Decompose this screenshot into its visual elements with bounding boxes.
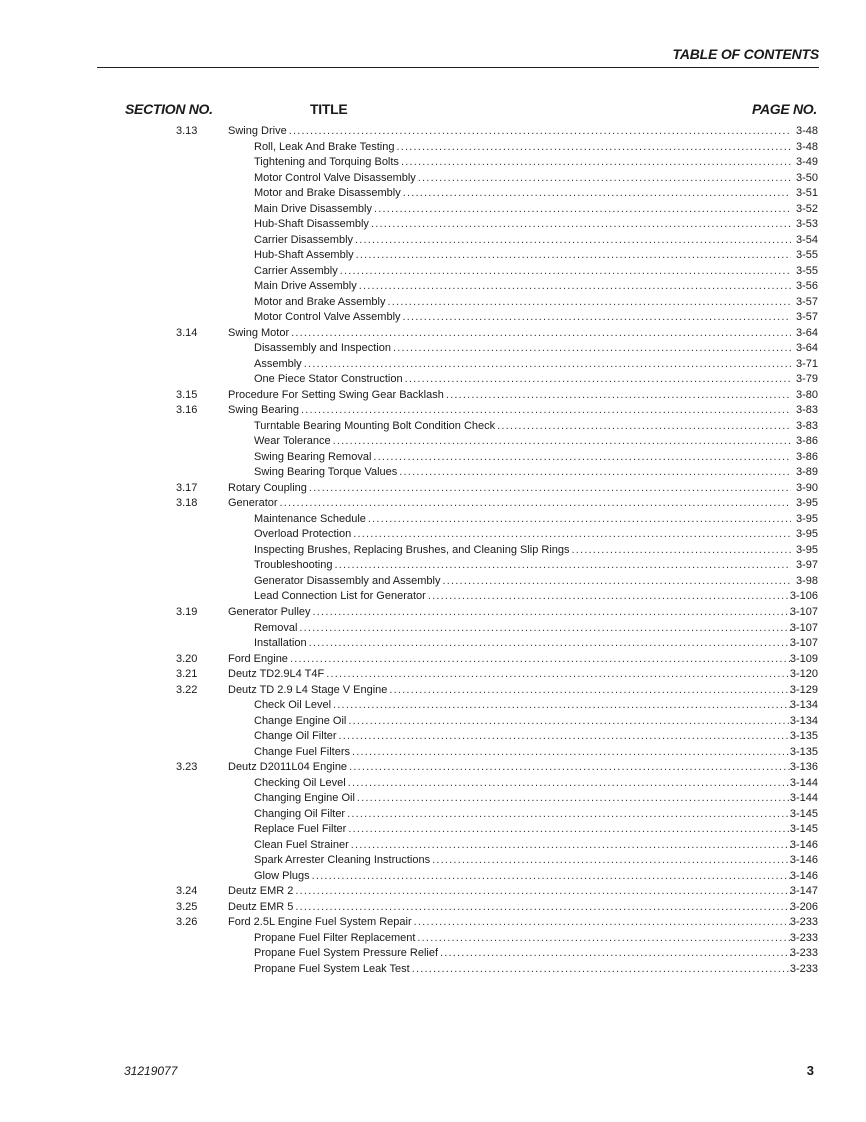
toc-entry	[254, 621, 794, 637]
toc-row[interactable]	[0, 962, 866, 978]
dot-leader	[440, 946, 791, 962]
toc-entry	[228, 884, 794, 900]
toc-row[interactable]	[0, 807, 866, 823]
toc-page-number: 3-83	[795, 404, 818, 417]
toc-page-number: 3-146	[789, 854, 818, 867]
toc-row[interactable]	[0, 760, 866, 776]
toc-title: Maintenance Schedule	[254, 512, 366, 525]
toc-entry	[254, 341, 794, 357]
toc-row[interactable]	[0, 745, 866, 761]
toc-title: Propane Fuel Filter Replacement	[254, 931, 416, 944]
toc-row[interactable]	[0, 931, 866, 947]
toc-row[interactable]	[0, 186, 866, 202]
toc-page-number: 3-64	[795, 342, 818, 355]
toc-page-number: 3-56	[795, 280, 818, 293]
toc-entry	[228, 496, 794, 512]
toc-title: Generator Pulley	[228, 605, 311, 618]
toc-row[interactable]	[0, 527, 866, 543]
toc-entry	[254, 558, 794, 574]
dot-leader	[301, 403, 791, 419]
toc-row[interactable]	[0, 574, 866, 590]
dot-leader	[418, 171, 791, 187]
toc-entry	[254, 729, 794, 745]
toc-entry	[254, 248, 794, 264]
toc-title: Checking Oil Level	[254, 776, 346, 789]
dot-leader	[428, 589, 791, 605]
toc-page-number: 3-146	[789, 869, 818, 882]
toc-row[interactable]	[0, 869, 866, 885]
toc-entry	[254, 791, 794, 807]
toc-row[interactable]	[0, 279, 866, 295]
toc-entry	[228, 326, 794, 342]
toc-page-number: 3-144	[789, 792, 818, 805]
toc-title: Main Drive Disassembly	[254, 202, 372, 215]
dot-leader	[572, 543, 791, 559]
toc-page-number: 3-95	[795, 497, 818, 510]
toc-row[interactable]	[0, 372, 866, 388]
toc-entry	[228, 760, 794, 776]
dot-leader	[497, 419, 791, 435]
footer-doc-number: 31219077	[124, 1064, 178, 1078]
dot-leader	[368, 512, 791, 528]
toc-title: Propane Fuel System Pressure Relief	[254, 947, 439, 960]
toc-title: Hub-Shaft Assembly	[254, 249, 354, 262]
toc-row[interactable]	[0, 388, 866, 404]
toc-page-number: 3-71	[795, 357, 818, 370]
toc-page-number: 3-49	[795, 156, 818, 169]
toc-title: Disassembly and Inspection	[254, 342, 391, 355]
dot-leader	[399, 465, 791, 481]
toc-entry	[228, 900, 794, 916]
header-title: TABLE OF CONTENTS	[672, 46, 819, 62]
toc-title: Clean Fuel Strainer	[254, 838, 349, 851]
dot-leader	[291, 326, 791, 342]
toc-row[interactable]	[0, 434, 866, 450]
toc-row[interactable]	[0, 450, 866, 466]
toc-row[interactable]	[0, 481, 866, 497]
toc-row[interactable]	[0, 838, 866, 854]
toc-section-number: 3.26	[176, 916, 198, 929]
dot-leader	[290, 652, 791, 668]
toc-title: Changing Oil Filter	[254, 807, 346, 820]
dot-leader	[348, 714, 791, 730]
toc-entry	[254, 357, 794, 373]
toc-title: Main Drive Assembly	[254, 280, 357, 293]
toc-row[interactable]	[0, 652, 866, 668]
toc-title: Spark Arrester Cleaning Instructions	[254, 854, 431, 867]
toc-row[interactable]	[0, 155, 866, 171]
toc-page-number: 3-52	[795, 202, 818, 215]
toc-row[interactable]	[0, 233, 866, 249]
toc-title: Wear Tolerance	[254, 435, 331, 448]
toc-row[interactable]	[0, 543, 866, 559]
toc-page-number: 3-48	[795, 140, 818, 153]
toc-page-number: 3-233	[789, 931, 818, 944]
toc-page-number: 3-144	[789, 776, 818, 789]
toc-page-number: 3-145	[789, 823, 818, 836]
dot-leader	[348, 776, 791, 792]
toc-page-number: 3-134	[789, 699, 818, 712]
dot-leader	[349, 760, 791, 776]
toc-title: Swing Motor	[228, 326, 290, 339]
dot-leader	[333, 698, 791, 714]
toc-entry	[228, 388, 794, 404]
toc-page-number: 3-145	[789, 807, 818, 820]
toc-entry	[228, 915, 794, 931]
toc-section-number: 3.24	[176, 885, 198, 898]
toc-title: Change Fuel Filters	[254, 745, 350, 758]
toc-entry	[254, 186, 794, 202]
dot-leader	[351, 838, 791, 854]
dot-leader	[356, 248, 791, 264]
toc-section-number: 3.25	[176, 900, 198, 913]
toc-page-number: 3-80	[795, 388, 818, 401]
toc-title: Replace Fuel Filter	[254, 823, 347, 836]
dot-leader	[432, 853, 791, 869]
dot-leader	[295, 884, 791, 900]
toc-row[interactable]	[0, 496, 866, 512]
toc-page-number: 3-57	[795, 311, 818, 324]
toc-entry	[228, 683, 794, 699]
toc-row[interactable]	[0, 403, 866, 419]
toc-entry	[254, 543, 794, 559]
toc-title: Ford Engine	[228, 652, 288, 665]
toc-row[interactable]	[0, 357, 866, 373]
toc-page-number: 3-97	[795, 559, 818, 572]
toc-title: Deutz TD 2.9 L4 Stage V Engine	[228, 683, 388, 696]
toc-section-number: 3.21	[176, 668, 198, 681]
toc-title: Tightening and Torquing Bolts	[254, 156, 399, 169]
toc-row[interactable]	[0, 621, 866, 637]
toc-title: Lead Connection List for Generator	[254, 590, 426, 603]
toc-entry	[254, 310, 794, 326]
dot-leader	[357, 791, 791, 807]
toc-page-number: 3-51	[795, 187, 818, 200]
dot-leader	[333, 434, 791, 450]
toc-title: Procedure For Setting Swing Gear Backlash	[228, 388, 444, 401]
toc-title: Generator Disassembly and Assembly	[254, 574, 441, 587]
toc-row[interactable]	[0, 791, 866, 807]
dot-leader	[348, 822, 791, 838]
toc-row[interactable]	[0, 202, 866, 218]
toc-title: Carrier Assembly	[254, 264, 338, 277]
toc-page-number: 3-120	[789, 668, 818, 681]
toc-entry	[254, 838, 794, 854]
toc-row[interactable]	[0, 326, 866, 342]
toc-entry	[254, 574, 794, 590]
toc-page-number: 3-134	[789, 714, 818, 727]
toc-title: Inspecting Brushes, Replacing Brushes, and Cleaning Slip Rings	[254, 543, 570, 556]
toc-page-number: 3-95	[795, 543, 818, 556]
toc-section-number: 3.15	[176, 388, 198, 401]
dot-leader	[352, 745, 791, 761]
dot-leader	[313, 605, 791, 621]
dot-leader	[403, 310, 791, 326]
toc-page-number: 3-48	[795, 125, 818, 137]
toc-title: Ford 2.5L Engine Fuel System Repair	[228, 916, 412, 929]
header-divider	[97, 67, 819, 68]
toc-title: Motor and Brake Assembly	[254, 295, 386, 308]
toc-row[interactable]	[0, 124, 866, 140]
toc-page-number: 3-98	[795, 574, 818, 587]
dot-leader	[280, 496, 791, 512]
toc-title: Roll, Leak And Brake Testing	[254, 140, 395, 153]
toc-row[interactable]	[0, 698, 866, 714]
toc-list	[0, 124, 866, 977]
dot-leader	[412, 962, 791, 978]
toc-page-number: 3-89	[795, 466, 818, 479]
toc-title: Assembly	[254, 357, 302, 370]
toc-title: Deutz EMR 2	[228, 885, 294, 898]
dot-leader	[417, 931, 791, 947]
dot-leader	[312, 869, 791, 885]
toc-page-number: 3-106	[789, 590, 818, 603]
toc-page-number: 3-57	[795, 295, 818, 308]
toc-title: Removal	[254, 621, 298, 634]
toc-entry	[254, 450, 794, 466]
toc-entry	[228, 403, 794, 419]
toc-section-number: 3.22	[176, 683, 198, 696]
dot-leader	[340, 264, 791, 280]
toc-page-number: 3-233	[789, 962, 818, 975]
toc-entry	[254, 745, 794, 761]
toc-title: Change Engine Oil	[254, 714, 347, 727]
toc-page-number: 3-54	[795, 233, 818, 246]
dot-leader	[396, 140, 791, 156]
toc-page-number: 3-90	[795, 481, 818, 494]
toc-row[interactable]	[0, 217, 866, 233]
toc-page-number: 3-107	[789, 621, 818, 634]
toc-page-number: 3-233	[789, 916, 818, 929]
toc-entry	[254, 931, 794, 947]
dot-leader	[339, 729, 791, 745]
toc-entry	[254, 714, 794, 730]
toc-entry	[254, 527, 794, 543]
toc-section-number: 3.18	[176, 497, 198, 510]
toc-page-number: 3-107	[789, 637, 818, 650]
toc-row[interactable]	[0, 822, 866, 838]
toc-page-number: 3-109	[789, 652, 818, 665]
toc-title: Motor and Brake Disassembly	[254, 187, 401, 200]
toc-title: Check Oil Level	[254, 699, 332, 712]
dot-leader	[326, 667, 791, 683]
toc-title: Deutz D2011L04 Engine	[228, 761, 348, 774]
toc-page-number: 3-135	[789, 745, 818, 758]
toc-section-number: 3.14	[176, 326, 198, 339]
toc-title: Change Oil Filter	[254, 730, 337, 743]
toc-entry	[254, 962, 794, 978]
toc-entry	[254, 279, 794, 295]
dot-leader	[299, 621, 791, 637]
toc-entry	[254, 233, 794, 249]
dot-leader	[359, 279, 791, 295]
toc-title: Generator	[228, 497, 278, 510]
toc-entry	[228, 652, 794, 668]
dot-leader	[393, 341, 791, 357]
toc-page-number: 3-233	[789, 947, 818, 960]
dot-leader	[373, 450, 791, 466]
toc-entry	[254, 589, 794, 605]
toc-page-number: 3-136	[789, 761, 818, 774]
dot-leader	[405, 372, 791, 388]
toc-entry	[254, 202, 794, 218]
toc-page-number: 3-107	[789, 605, 818, 618]
toc-entry	[254, 171, 794, 187]
toc-title: One Piece Stator Construction	[254, 373, 403, 386]
toc-row[interactable]	[0, 341, 866, 357]
toc-row[interactable]	[0, 419, 866, 435]
toc-page-number: 3-86	[795, 450, 818, 463]
toc-entry	[254, 512, 794, 528]
dot-leader	[401, 155, 791, 171]
toc-title: Troubleshooting	[254, 559, 333, 572]
toc-row[interactable]	[0, 558, 866, 574]
toc-row[interactable]	[0, 248, 866, 264]
toc-row[interactable]	[0, 465, 866, 481]
toc-row[interactable]	[0, 140, 866, 156]
toc-title: Deutz TD2.9L4 T4F	[228, 668, 325, 681]
toc-entry	[254, 295, 794, 311]
toc-title: Deutz EMR 5	[228, 900, 294, 913]
toc-entry	[254, 465, 794, 481]
toc-entry	[254, 155, 794, 171]
toc-row[interactable]	[0, 714, 866, 730]
toc-row[interactable]	[0, 512, 866, 528]
toc-entry	[254, 776, 794, 792]
dot-leader	[403, 186, 791, 202]
toc-row[interactable]	[0, 900, 866, 916]
toc-row[interactable]	[0, 667, 866, 683]
toc-section-number: 3.17	[176, 481, 198, 494]
toc-title: Propane Fuel System Leak Test	[254, 962, 410, 975]
toc-page-number: 3-55	[795, 249, 818, 262]
toc-page-number: 3-135	[789, 730, 818, 743]
toc-row[interactable]	[0, 310, 866, 326]
dot-leader	[374, 202, 791, 218]
toc-entry	[228, 124, 794, 140]
toc-row[interactable]	[0, 295, 866, 311]
toc-title: Overload Protection	[254, 528, 352, 541]
toc-section-number: 3.20	[176, 652, 198, 665]
toc-row[interactable]	[0, 729, 866, 745]
dot-leader	[289, 124, 791, 140]
column-header-section: SECTION NO.	[125, 101, 213, 117]
toc-page-number: 3-55	[795, 264, 818, 277]
toc-title: Swing Bearing Torque Values	[254, 466, 398, 479]
toc-row[interactable]	[0, 853, 866, 869]
toc-entry	[254, 140, 794, 156]
toc-row[interactable]	[0, 683, 866, 699]
toc-page-number: 3-95	[795, 528, 818, 541]
toc-entry	[254, 698, 794, 714]
dot-leader	[446, 388, 791, 404]
toc-title: Installation	[254, 637, 307, 650]
dot-leader	[309, 481, 791, 497]
dot-leader	[334, 558, 791, 574]
toc-row[interactable]	[0, 589, 866, 605]
footer-page-number: 3	[806, 1063, 814, 1078]
dot-leader	[387, 295, 791, 311]
toc-page-number: 3-64	[795, 326, 818, 339]
toc-page-number: 3-53	[795, 218, 818, 231]
column-header-title: TITLE	[310, 101, 348, 117]
dot-leader	[371, 217, 791, 233]
toc-title: Glow Plugs	[254, 869, 310, 882]
toc-title: Swing Bearing	[228, 404, 299, 417]
toc-title: Swing Bearing Removal	[254, 450, 372, 463]
toc-row[interactable]	[0, 605, 866, 621]
toc-section-number: 3.23	[176, 761, 198, 774]
toc-entry	[254, 807, 794, 823]
toc-page-number: 3-95	[795, 512, 818, 525]
toc-row[interactable]	[0, 884, 866, 900]
toc-page-number: 3-86	[795, 435, 818, 448]
toc-entry	[254, 434, 794, 450]
toc-entry	[228, 605, 794, 621]
dot-leader	[355, 233, 791, 249]
dot-leader	[442, 574, 791, 590]
toc-title: Motor Control Valve Disassembly	[254, 171, 416, 184]
toc-row[interactable]	[0, 776, 866, 792]
toc-title: Rotary Coupling	[228, 481, 307, 494]
toc-entry	[254, 372, 794, 388]
toc-page-number: 3-147	[789, 885, 818, 898]
dot-leader	[309, 636, 791, 652]
toc-entry	[254, 217, 794, 233]
toc-title: Carrier Disassembly	[254, 233, 354, 246]
toc-page-number: 3-206	[789, 900, 818, 913]
toc-row[interactable]	[0, 264, 866, 280]
toc-page-number: 3-50	[795, 171, 818, 184]
dot-leader	[295, 900, 791, 916]
dot-leader	[353, 527, 791, 543]
toc-entry	[254, 869, 794, 885]
dot-leader	[304, 357, 791, 373]
toc-row[interactable]	[0, 946, 866, 962]
column-header-page: PAGE NO.	[751, 101, 817, 117]
toc-entry	[228, 481, 794, 497]
toc-entry	[254, 636, 794, 652]
toc-row[interactable]	[0, 636, 866, 652]
toc-title: Swing Drive	[228, 125, 287, 137]
toc-entry	[228, 667, 794, 683]
toc-section-number: 3.16	[176, 404, 198, 417]
toc-title: Changing Engine Oil	[254, 792, 355, 805]
dot-leader	[347, 807, 791, 823]
dot-leader	[389, 683, 791, 699]
toc-row[interactable]	[0, 171, 866, 187]
dot-leader	[414, 915, 791, 931]
toc-entry	[254, 822, 794, 838]
toc-entry	[254, 419, 794, 435]
toc-title: Turntable Bearing Mounting Bolt Condition Check	[254, 419, 496, 432]
toc-title: Motor Control Valve Assembly	[254, 311, 401, 324]
toc-section-number: 3.13	[176, 125, 198, 137]
toc-page-number: 3-146	[789, 838, 818, 851]
toc-entry	[254, 264, 794, 280]
toc-entry	[254, 853, 794, 869]
toc-title: Hub-Shaft Disassembly	[254, 218, 369, 231]
toc-page-number: 3-129	[789, 683, 818, 696]
toc-section-number: 3.19	[176, 605, 198, 618]
toc-row[interactable]	[0, 915, 866, 931]
toc-page-number: 3-79	[795, 373, 818, 386]
toc-page-number: 3-83	[795, 419, 818, 432]
toc-entry	[254, 946, 794, 962]
